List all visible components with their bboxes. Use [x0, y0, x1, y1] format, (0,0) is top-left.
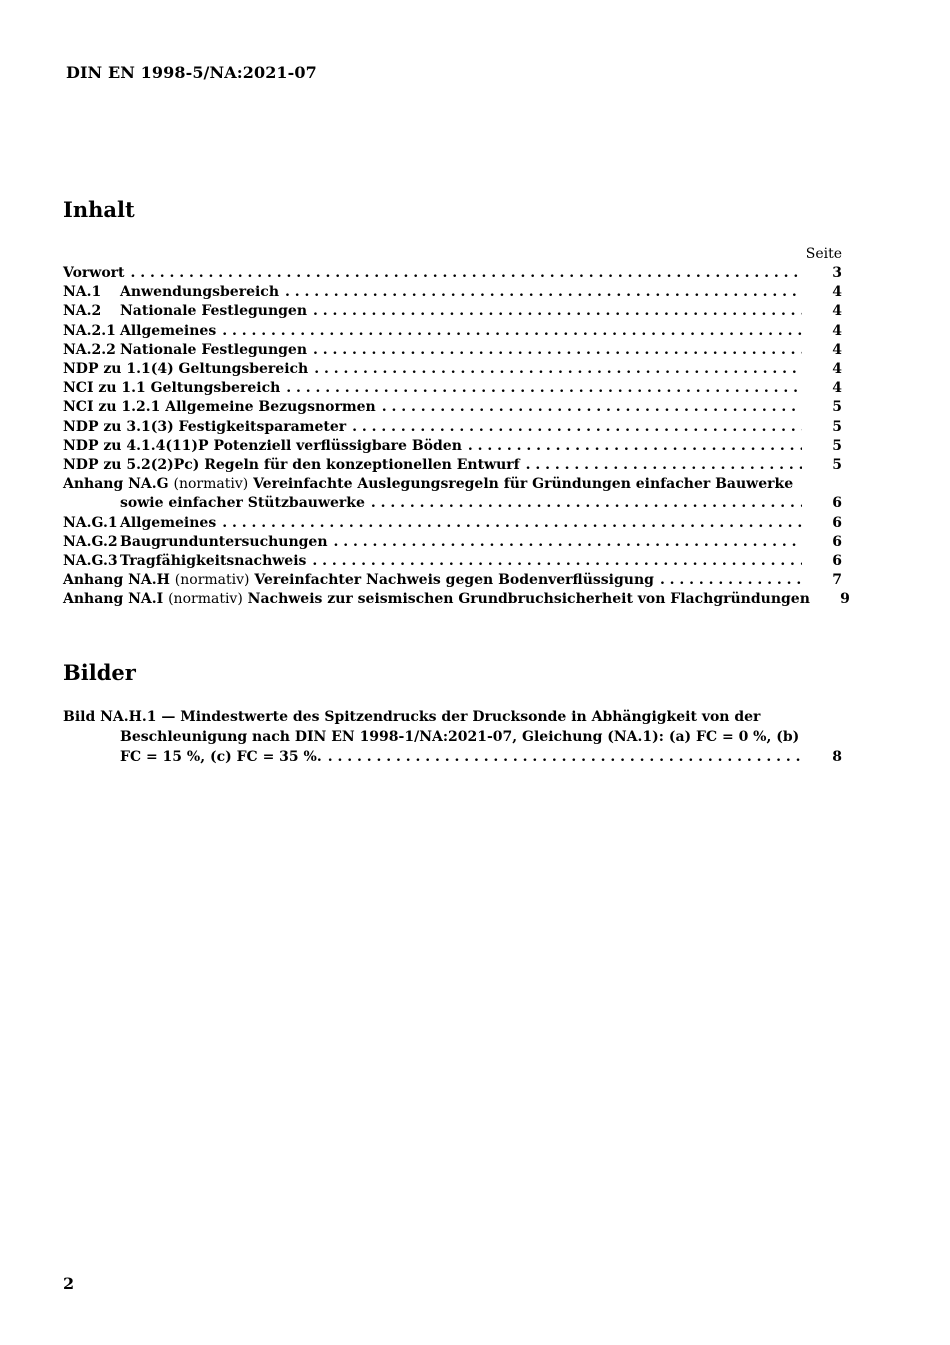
- toc-entry-nci-1-1[interactable]: [63, 379, 842, 398]
- toc-entry-number: NA.G.2: [63, 533, 118, 550]
- toc-entry-na-2-2[interactable]: [63, 341, 842, 360]
- annex-prefix: Anhang NA.I: [63, 591, 164, 608]
- toc-entry-page: 4: [832, 303, 842, 320]
- dot-leader: [125, 264, 802, 283]
- dot-leader: [308, 360, 802, 379]
- toc-entry-page: 4: [832, 341, 842, 358]
- toc-entry-number: NA.2.2: [63, 341, 116, 358]
- normative-label: (normativ): [168, 591, 243, 608]
- toc-entry-nci-1-2-1[interactable]: [63, 398, 842, 417]
- toc-entry-page: 6: [832, 533, 842, 550]
- normative-label: (normativ): [174, 572, 250, 589]
- dot-leader: [216, 322, 802, 341]
- toc-entry-na-2[interactable]: [63, 302, 842, 321]
- figure-entry-page: 8: [832, 748, 842, 765]
- toc-entry-na-g-2[interactable]: [63, 533, 842, 552]
- toc-entry-title: NDP zu 3.1(3) Festigkeitsparameter: [63, 418, 347, 435]
- figure-caption-line2: Beschleunigung nach DIN EN 1998-1/NA:2021-07, Gleichung (NA.1): (a) FC = 0 %, (b): [120, 728, 800, 745]
- dot-leader: [279, 283, 802, 302]
- table-of-contents: [63, 264, 850, 610]
- dot-leader: [520, 456, 802, 475]
- toc-entry-title: Allgemeines: [120, 322, 217, 339]
- page-number: 2: [63, 1274, 75, 1293]
- toc-entry-page: 4: [832, 322, 842, 339]
- toc-entry-title: NCI zu 1.2.1 Allgemeine Bezugsnormen: [63, 399, 376, 416]
- toc-entry-title: [63, 590, 810, 609]
- toc-entry-page: 6: [832, 514, 842, 531]
- toc-entry-na-1[interactable]: [63, 283, 842, 302]
- toc-entry-page: 5: [832, 457, 842, 474]
- toc-entry-title: [63, 475, 793, 494]
- dot-leader: [462, 437, 802, 456]
- toc-entry-page: 4: [832, 380, 842, 397]
- toc-entry-number: NA.G.3: [63, 553, 118, 570]
- toc-entry-title: Anwendungsbereich: [120, 284, 279, 301]
- toc-entry-anhang-na-g[interactable]: [63, 475, 842, 513]
- toc-entry-page: 9: [840, 591, 850, 608]
- dot-leader: [216, 514, 802, 533]
- toc-entry-title: [63, 571, 654, 590]
- dot-leader: [654, 571, 802, 590]
- dot-leader: [280, 379, 802, 398]
- toc-heading: Inhalt: [63, 197, 135, 222]
- toc-entry-number: NA.G.1: [63, 514, 118, 531]
- annex-title: Nachweis zur seismischen Grundbruchsicherheit von Flachgründungen: [247, 591, 810, 608]
- dot-leader: [376, 398, 802, 417]
- normative-label: (normativ): [173, 476, 249, 493]
- toc-entry-page: 7: [832, 572, 842, 589]
- dot-leader: [307, 302, 802, 321]
- toc-entry-ndp-3-1-3[interactable]: [63, 418, 842, 437]
- toc-entry-title: Vorwort: [63, 265, 125, 281]
- toc-entry-title: NDP zu 5.2(2)Pc) Regeln für den konzeptionellen Entwurf: [63, 457, 520, 474]
- annex-prefix: Anhang NA.H: [63, 572, 170, 589]
- toc-entry-ndp-5-2-2[interactable]: [63, 456, 842, 475]
- figure-caption-line3: FC = 15 %, (c) FC = 35 %.: [120, 748, 322, 765]
- toc-entry-page: 4: [832, 284, 842, 301]
- toc-entry-page: 5: [832, 437, 842, 454]
- toc-entry-title: NDP zu 1.1(4) Geltungsbereich: [63, 361, 309, 378]
- annex-title-line1: Vereinfachte Auslegungsregeln für Gründungen einfacher Bauwerke: [253, 476, 794, 493]
- toc-entry-page: 6: [832, 495, 842, 512]
- toc-entry-page: 5: [832, 399, 842, 416]
- toc-entry-title: Nationale Festlegungen: [120, 341, 308, 358]
- dot-leader: [322, 748, 802, 768]
- toc-entry-vorwort[interactable]: [63, 264, 842, 283]
- toc-entry-title: Nationale Festlegungen: [120, 303, 308, 320]
- toc-entry-number: NA.2.1: [63, 322, 116, 339]
- dot-leader: [307, 341, 802, 360]
- figure-caption-line1: Bild NA.H.1 — Mindestwerte des Spitzendrucks der Drucksonde in Abhängigkeit von der: [63, 709, 761, 725]
- dot-leader: [306, 552, 802, 571]
- toc-entry-number: NA.1: [63, 284, 102, 301]
- toc-entry-na-2-1[interactable]: [63, 322, 842, 341]
- toc-entry-page: 4: [832, 361, 842, 378]
- toc-entry-title: Baugrunduntersuchungen: [120, 533, 328, 550]
- dot-leader: [328, 533, 803, 552]
- annex-prefix: Anhang NA.G: [63, 476, 169, 493]
- dot-leader: [346, 418, 802, 437]
- toc-entry-anhang-na-i[interactable]: [63, 590, 850, 609]
- dot-leader: [365, 494, 802, 513]
- toc-entry-title: Tragfähigkeitsnachweis: [120, 553, 307, 570]
- toc-entry-na-g-1[interactable]: [63, 514, 842, 533]
- figure-entry-na-h-1[interactable]: [63, 708, 842, 767]
- toc-entry-anhang-na-h[interactable]: [63, 571, 842, 590]
- document-id-header: DIN EN 1998-5/NA:2021-07: [66, 63, 317, 82]
- toc-entry-page: 5: [832, 418, 842, 435]
- toc-entry-title: NCI zu 1.1 Geltungsbereich: [63, 380, 281, 397]
- toc-entry-ndp-4-1-4-11[interactable]: [63, 437, 842, 456]
- toc-entry-page: 3: [832, 265, 842, 281]
- annex-title: Vereinfachter Nachweis gegen Bodenverflüssigung: [254, 572, 654, 589]
- toc-entry-title: NDP zu 4.1.4(11)P Potenziell verflüssigbare Böden: [63, 437, 462, 454]
- list-of-figures: [63, 708, 842, 767]
- toc-entry-ndp-1-1-4[interactable]: [63, 360, 842, 379]
- toc-entry-number: NA.2: [63, 303, 102, 320]
- toc-entry-na-g-3[interactable]: [63, 552, 842, 571]
- toc-entry-page: 6: [832, 553, 842, 570]
- figures-heading: Bilder: [63, 660, 136, 685]
- page-column-label: Seite: [805, 246, 842, 262]
- annex-title-line2: sowie einfacher Stützbauwerke: [120, 495, 365, 512]
- toc-entry-title: Allgemeines: [120, 514, 217, 531]
